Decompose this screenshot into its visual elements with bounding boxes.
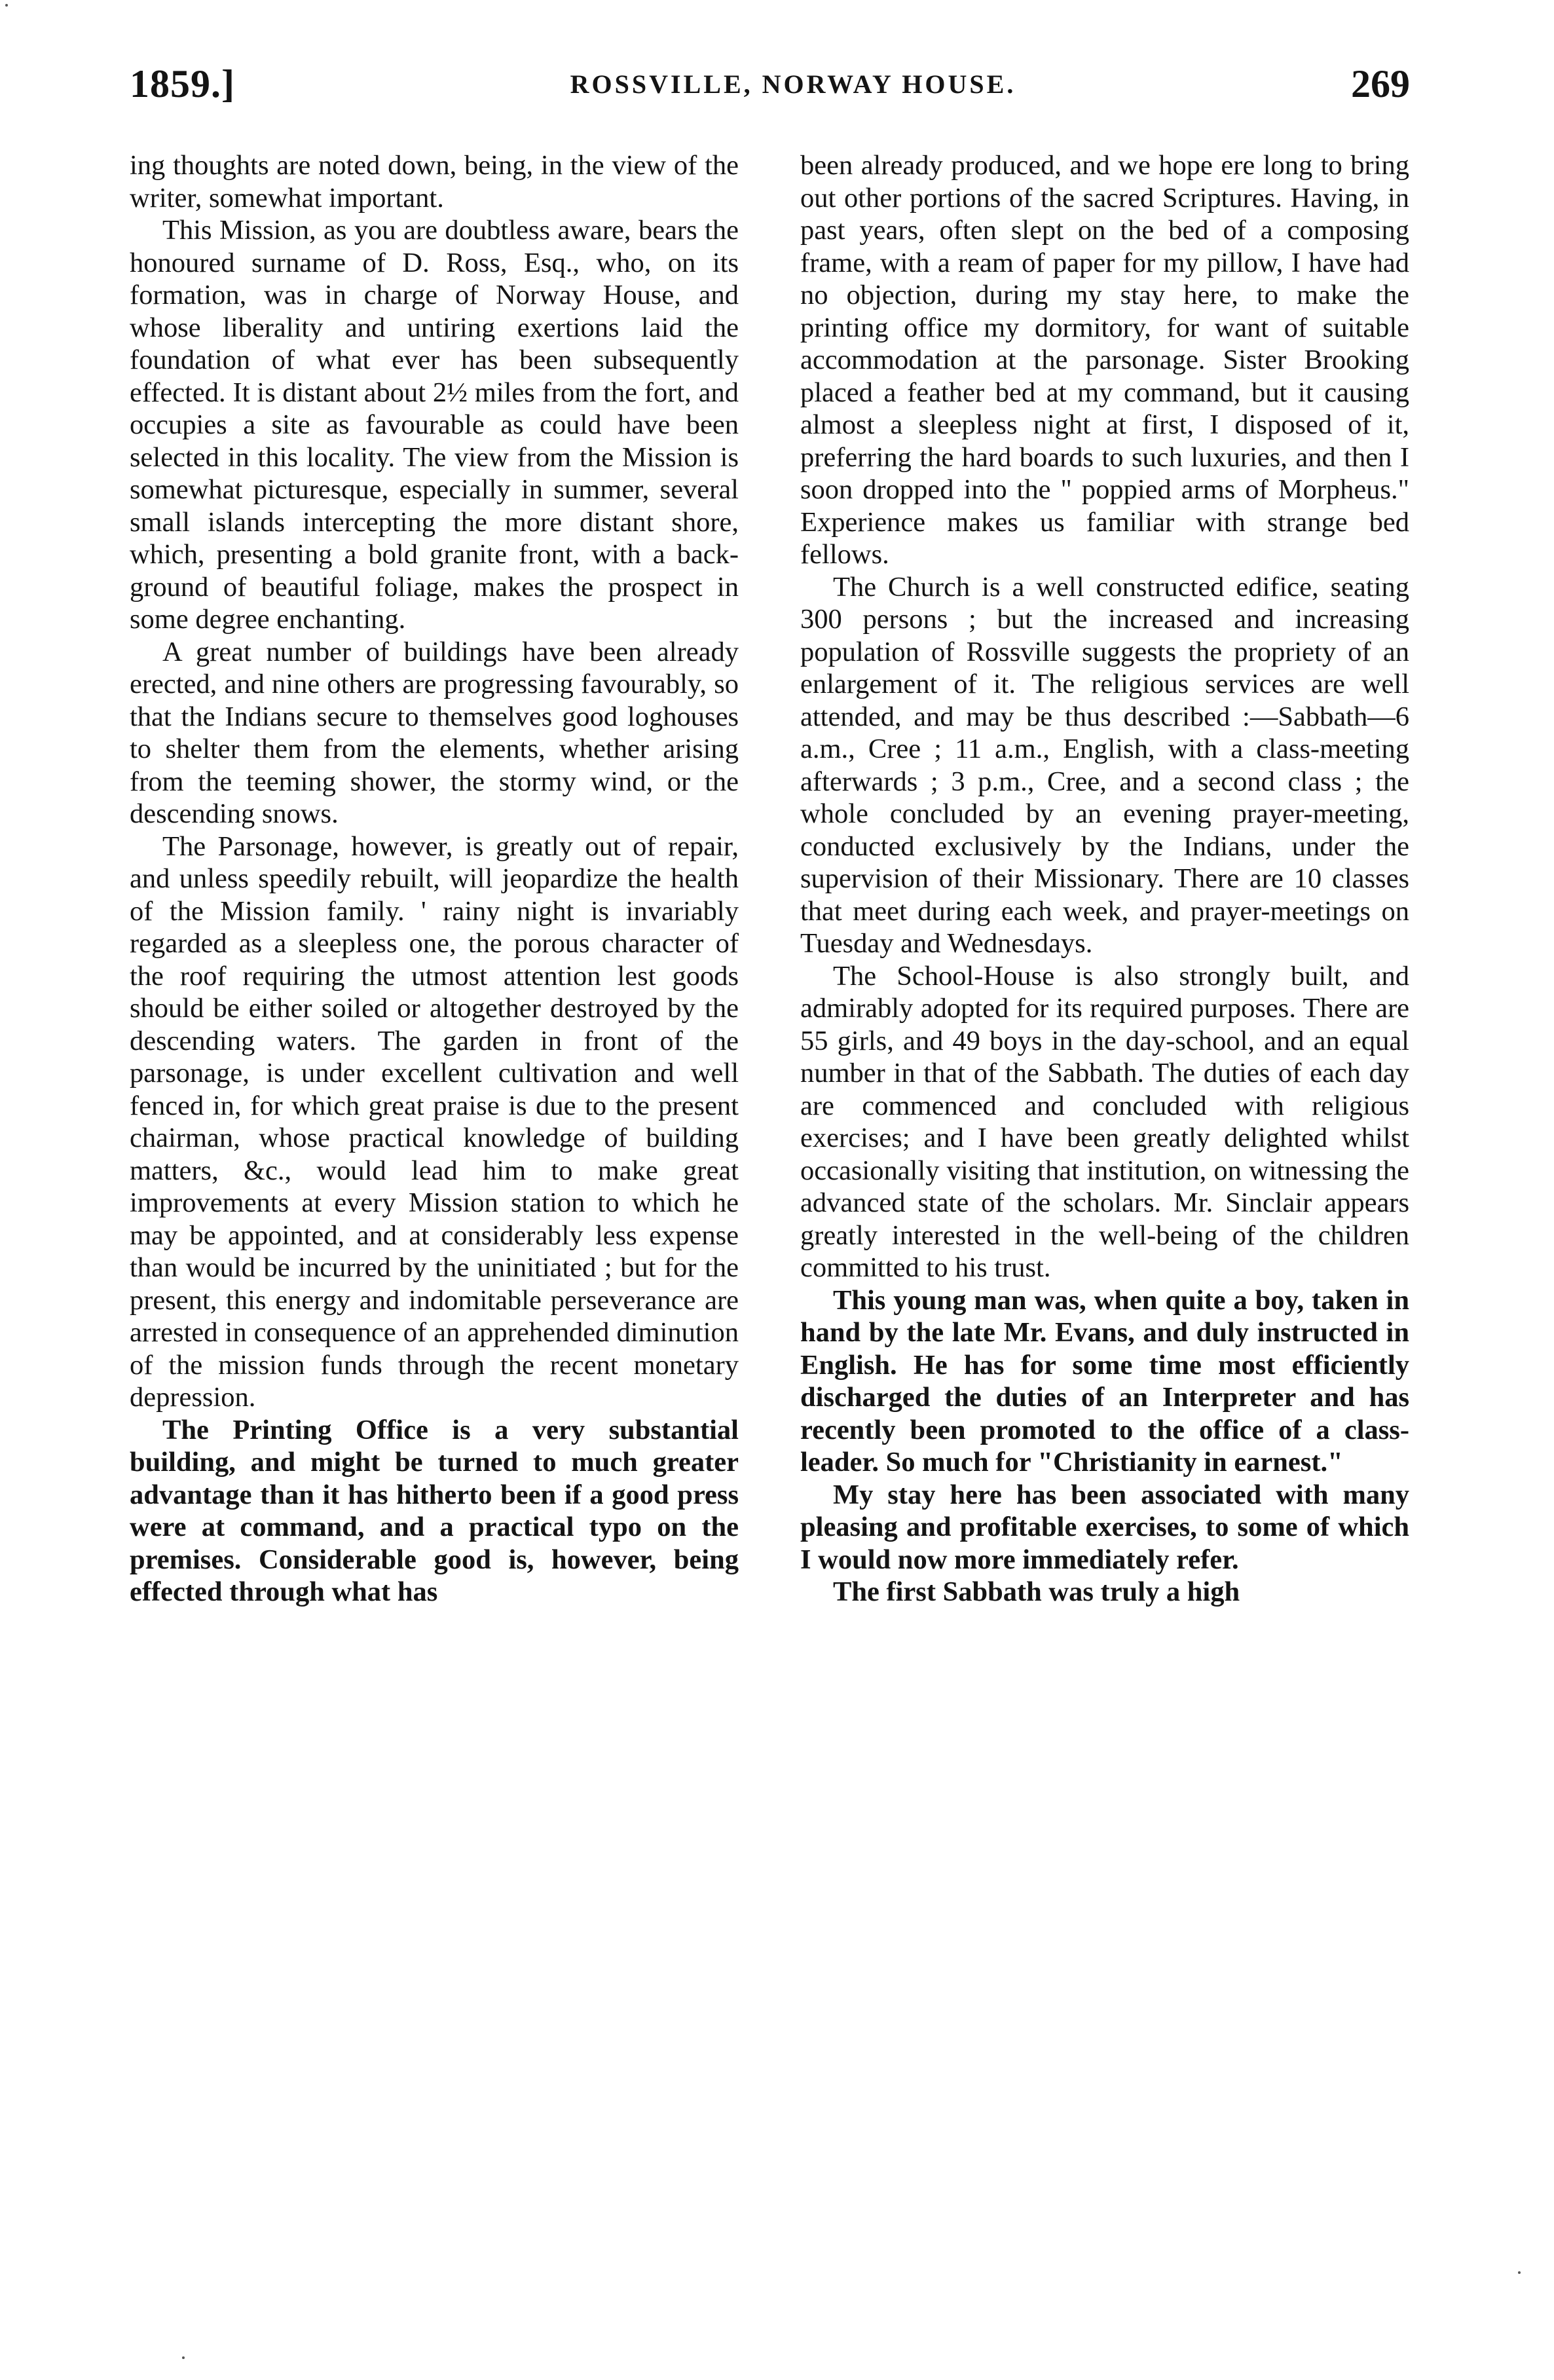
paragraph: The Parsonage, however, is greatly out of repair, and unless speedily rebuilt, will jeopardize the health of the Mission family. ' rainy night is invariably regarded as a sleepless one, the porous character of the roof requiring the utmost attention lest goods should be either soiled or altogether destroyed by the descending waters. The garden in front of the parsonage, is under excellent cultivation and well fenced in, for which great praise is due to the present chairman, whose practical knowledge of building matters, &c., would lead him to make great improvements at every Mission station to which he may be appointed, and at considerably less expense than would be incurred by the uninitiated ; but for the present, this energy and indomitable perseverance are arrested in consequence of an apprehended diminution of the mission funds through the recent monetary depression. bbox=[130, 830, 739, 1413]
right-column bbox=[800, 149, 1409, 1608]
paragraph: This young man was, when quite a boy, taken in hand by the late Mr. Evans, and duly instructed in English. He has for some time most efficiently discharged the duties of an Interpreter and has recently been promoted to the office of a class-leader. So much for "Christianity in earnest." bbox=[800, 1284, 1409, 1478]
header-year: 1859.] bbox=[130, 62, 235, 105]
print-speck bbox=[182, 2356, 185, 2359]
paragraph: My stay here has been associated with many pleasing and profitable exercises, to some of which I would now more immediately refer. bbox=[800, 1479, 1409, 1575]
paragraph: The first Sabbath was truly a high bbox=[833, 1576, 1240, 1607]
left-column bbox=[130, 149, 739, 1608]
print-speck bbox=[1518, 2271, 1521, 2274]
header-title: ROSSVILLE, NORWAY HOUSE. bbox=[570, 69, 1016, 99]
paragraph: The Printing Office is a very substantial building, and might be turned to much greater advantage than it has hitherto been if a good press were at command, and a practical typo on the premises. Considerable good is, however, being effected through what has bbox=[130, 1414, 739, 1607]
page-number: 269 bbox=[1350, 62, 1410, 105]
paragraph: been already produced, and we hope ere long to bring out other portions of the sacred Scriptures. Having, in past years, often slept on the bed of a composing frame, with a ream of paper for my pillow, I have had no objection, during my stay here, to make the printing office my dormitory, for want of suitable accommodation at the parsonage. Sister Brooking placed a feather bed at my command, but it causing almost a sleepless night at first, I disposed of it, preferring the hard boards to such luxuries, and then I soon dropped into the " poppied arms of Morpheus." Experience makes us familiar with strange bed fellows. bbox=[800, 150, 1409, 570]
paragraph: ing thoughts are noted down, being, in the view of the writer, somewhat important. bbox=[130, 150, 739, 214]
running-head bbox=[130, 58, 1410, 110]
paragraph: This Mission, as you are doubtless aware, bears the honoured surname of D. Ross, Esq., who, on its formation, was in charge of Norway House, and whose liberality and untiring exertions laid the foundation of what ever has been subsequently effected. It is distant about 2½ miles from the fort, and occupies a site as favourable as could have been selected in this locality. The view from the Mission is somewhat picturesque, especially in summer, several small islands intercepting the more distant shore, which, presenting a bold granite front, with a back-ground of beautiful foliage, makes the prospect in some degree enchanting. bbox=[130, 215, 739, 635]
print-speck bbox=[5, 4, 8, 7]
paragraph: The Church is a well constructed edifice, seating 300 persons ; but the increased and increasing population of Rossville suggests the propriety of an enlargement of it. The religious services are well attended, and may be thus described :—Sabbath—6 a.m., Cree ; 11 a.m., English, with a class-meeting afterwards ; 3 p.m., Cree, and a second class ; the whole concluded by an evening prayer-meeting, conducted exclusively by the Indians, under the supervision of their Missionary. There are 10 classes that meet during each week, and prayer-meetings on Tuesday and Wednesdays. bbox=[800, 571, 1409, 959]
paragraph: The School-House is also strongly built, and admirably adopted for its required purposes. There are 55 girls, and 49 boys in the day-school, and an equal number in that of the Sabbath. The duties of each day are commenced and concluded with religious exercises; and I have been greatly delighted whilst occasionally visiting that institution, on witnessing the advanced state of the scholars. Mr. Sinclair appears greatly interested in the well-being of the children committed to his trust. bbox=[800, 960, 1409, 1283]
paragraph: A great number of buildings have been already erected, and nine others are progressing favourably, so that the Indians secure to themselves good loghouses to shelter them from the elements, whether arising from the teeming shower, the stormy wind, or the descending snows. bbox=[130, 636, 739, 829]
